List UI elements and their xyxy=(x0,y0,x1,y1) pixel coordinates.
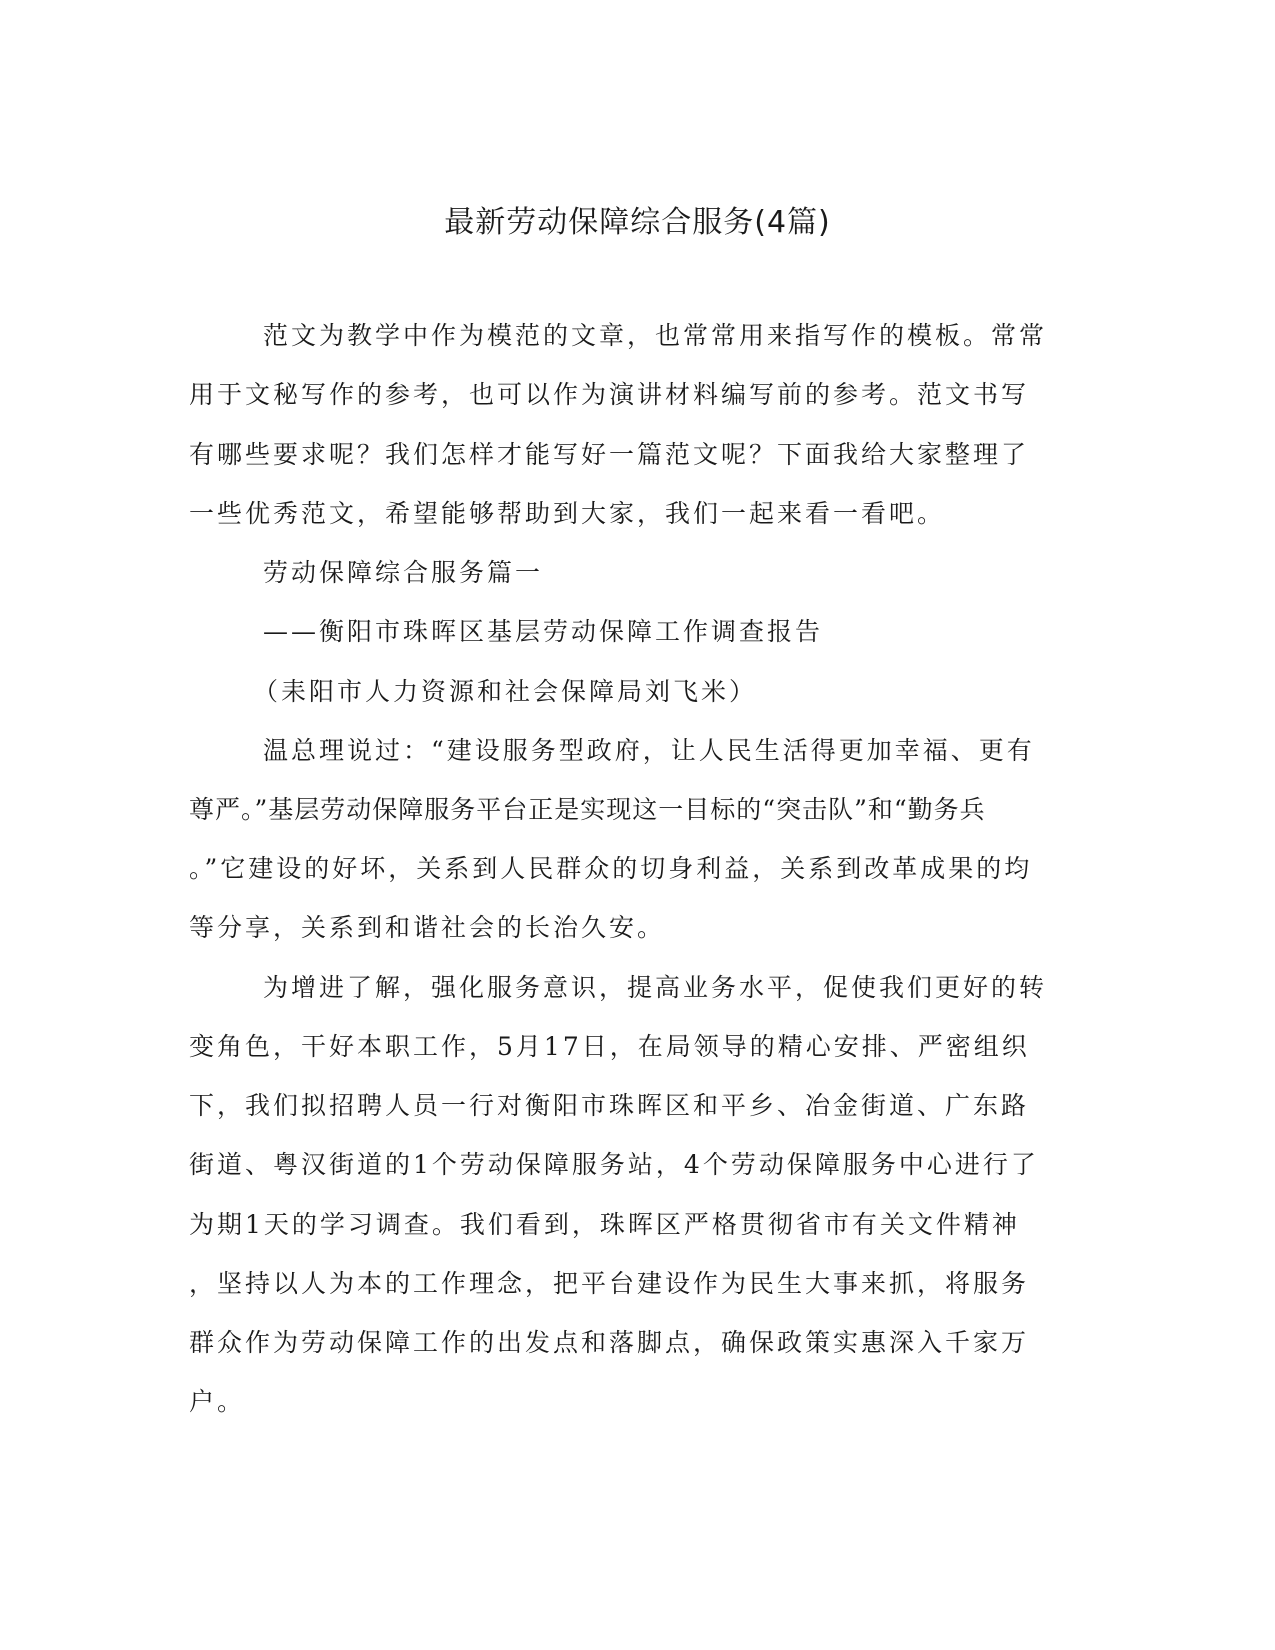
body-line: 下，我们拟招聘人员一行对衡阳市珠晖区和平乡、冶金街道、广东路 xyxy=(189,1091,1030,1120)
body-line: 户。 xyxy=(189,1387,246,1416)
body-line: 用于文秘写作的参考，也可以作为演讲材料编写前的参考。范文书写 xyxy=(189,380,1030,409)
body-line: 温总理说过：“建设服务型政府，让人民生活得更加幸福、更有 xyxy=(263,736,1035,765)
body-line: 变角色，干好本职工作，5月17日，在局领导的精心安排、严密组织 xyxy=(189,1032,1030,1061)
body-line: 群众作为劳动保障工作的出发点和落脚点，确保政策实惠深入千家万 xyxy=(189,1328,1030,1357)
body-line: 等分享，关系到和谐社会的长治久安。 xyxy=(189,913,666,942)
body-line: 尊严。”基层劳动保障服务平台正是实现这一目标的“突击队”和“勤务兵 xyxy=(189,795,986,824)
body-line: 有哪些要求呢？我们怎样才能写好一篇范文呢？下面我给大家整理了 xyxy=(189,440,1030,469)
section-heading: 劳动保障综合服务篇一 xyxy=(263,558,544,587)
body-line: 。”它建设的好坏，关系到人民群众的切身利益，关系到改革成果的均 xyxy=(189,854,1033,883)
author-line: （耒阳市人力资源和社会保障局刘飞米） xyxy=(253,677,758,706)
body-line: 为期1天的学习调查。我们看到，珠晖区严格贯彻省市有关文件精神 xyxy=(189,1210,1020,1239)
document-title: 最新劳动保障综合服务(4篇) xyxy=(444,205,831,240)
body-line: ，坚持以人为本的工作理念，把平台建设作为民生大事来抓，将服务 xyxy=(189,1269,1030,1298)
subtitle-line: ——衡阳市珠晖区基层劳动保障工作调查报告 xyxy=(263,617,824,646)
body-line: 为增进了解，强化服务意识，提高业务水平，促使我们更好的转 xyxy=(263,973,1048,1002)
body-line: 街道、粤汉街道的1个劳动保障服务站，4个劳动保障服务中心进行了 xyxy=(189,1150,1039,1179)
body-line: 一些优秀范文，希望能够帮助到大家，我们一起来看一看吧。 xyxy=(189,499,946,528)
body-line: 范文为教学中作为模范的文章，也常常用来指写作的模板。常常 xyxy=(263,321,1048,350)
